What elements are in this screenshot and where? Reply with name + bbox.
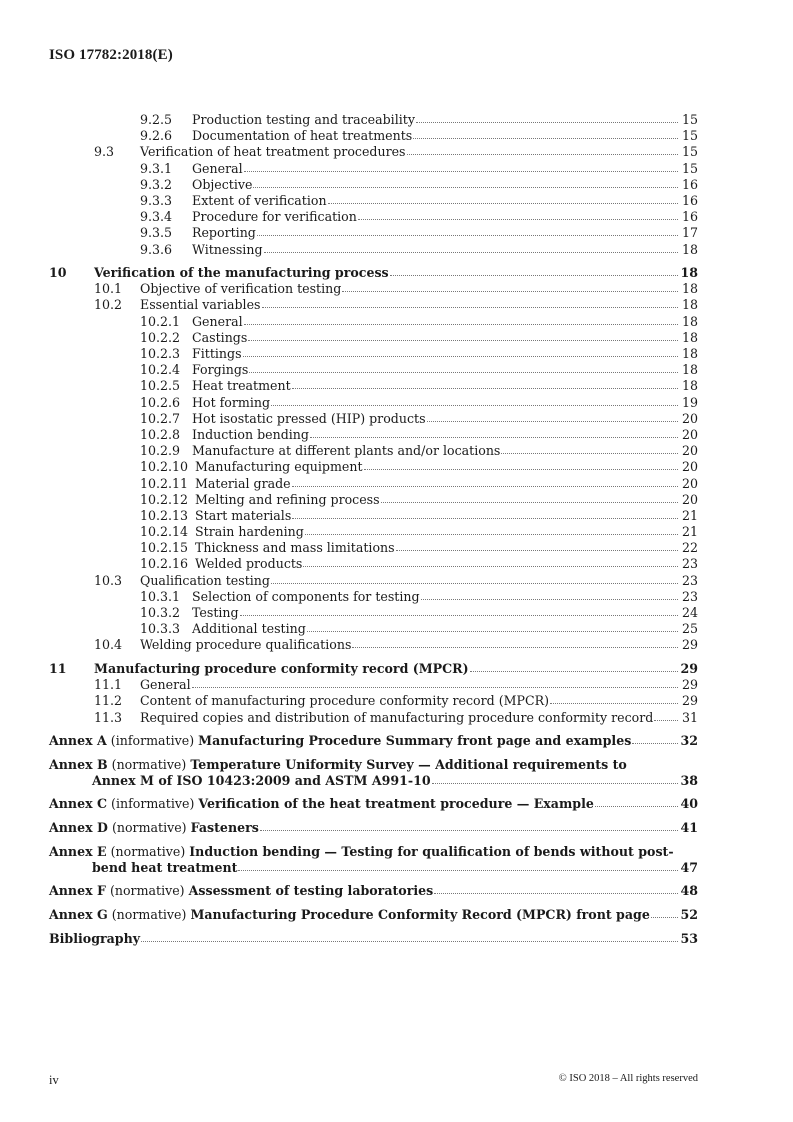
toc-entry-title: Qualification testing (140, 572, 270, 588)
annex-page: 52 (680, 906, 698, 922)
toc-entry-page: 29 (681, 637, 698, 653)
toc-entry-page: 16 (681, 192, 698, 208)
page-number: iv (49, 1073, 59, 1087)
standard-id: ISO 17782:2018(E) (49, 47, 173, 63)
toc-entry-title: Essential variables (140, 297, 261, 313)
toc-clause-title: Verification of the manufacturing process (94, 265, 389, 281)
toc-entry-title: Reporting (192, 225, 256, 241)
dot-leader (240, 604, 678, 616)
toc-entry-title: Documentation of heat treatments (192, 128, 413, 144)
annex-label: Annex A (49, 733, 107, 749)
toc-entry[interactable] (0, 314, 793, 330)
dot-leader (413, 127, 678, 139)
toc-entry[interactable] (0, 112, 793, 128)
dot-leader (432, 772, 678, 784)
toc-entry-page: 16 (681, 176, 698, 192)
toc-entry-number: 9.2.5 (140, 112, 173, 127)
annex-label: Annex C (49, 796, 108, 812)
toc-entry-title: General (140, 677, 191, 693)
dot-leader (501, 442, 678, 454)
toc-entry-number: 9.2.6 (140, 128, 173, 144)
annex-page: 41 (680, 820, 698, 836)
toc-annex-a[interactable] (0, 733, 793, 749)
toc-clause-page: 18 (680, 265, 698, 281)
toc-entry-title: Objective of verification testing (140, 281, 342, 297)
toc-entry-number: 10.2.2 (140, 329, 181, 345)
annex-page: 48 (680, 883, 698, 899)
toc-entry[interactable] (0, 330, 793, 346)
dot-leader (307, 620, 678, 632)
toc-entry[interactable] (0, 193, 793, 209)
annex-label: Annex E (49, 843, 107, 859)
toc-entry-page: 23 (681, 588, 698, 604)
annex-page: 47 (680, 859, 698, 875)
toc-entry-page: 19 (681, 394, 698, 410)
toc-entry-title: Content of manufacturing procedure conformity record (MPCR) (140, 693, 550, 709)
toc-entry-title: Manufacture at different plants and/or locations (192, 443, 501, 459)
toc-entry[interactable] (0, 540, 793, 556)
toc-entry-page: 18 (681, 281, 698, 297)
dot-leader (550, 692, 678, 704)
annex-kind: (informative) (111, 796, 195, 812)
toc-entry-page: 29 (681, 693, 698, 709)
dot-leader (358, 208, 678, 220)
toc-entry-page: 24 (681, 605, 698, 621)
toc-entry-title: Manufacturing equipment (195, 459, 363, 475)
dot-leader (238, 859, 678, 871)
table-of-contents (0, 112, 793, 947)
toc-entry-number: 9.3.6 (140, 241, 173, 257)
toc-entry-title: Thickness and mass limitations (195, 540, 395, 556)
toc-entry-title: Melting and refining process (195, 491, 380, 507)
dot-leader (434, 882, 678, 894)
toc-entry[interactable] (0, 524, 793, 540)
toc-entry-title: Hot isostatic pressed (HIP) products (192, 410, 426, 426)
dot-leader (262, 296, 679, 308)
toc-entry-number: 10.1 (94, 281, 123, 297)
toc-entry-page: 18 (681, 313, 698, 329)
dot-leader (248, 329, 678, 341)
dot-leader (364, 458, 678, 470)
toc-entry-page: 15 (681, 128, 698, 144)
annex-label: Annex B (49, 756, 108, 772)
toc-entry-number: 10.2.6 (140, 394, 181, 410)
dot-leader (396, 539, 678, 551)
toc-entry-title: Welded products (195, 556, 303, 572)
toc-entry-number: 10.2.3 (140, 346, 181, 362)
toc-entry-title: Castings (192, 329, 248, 345)
toc-entry[interactable] (0, 693, 793, 709)
toc-entry-page: 21 (681, 524, 698, 540)
annex-title-line2: Annex M of ISO 10423:2009 and ASTM A991-10 (92, 772, 431, 788)
toc-entry-page: 21 (681, 507, 698, 523)
annex-kind: (normative) (109, 883, 185, 899)
toc-entry-number: 10.2.4 (140, 362, 181, 378)
bibliography-title: Bibliography (49, 930, 141, 946)
dot-leader (427, 410, 678, 422)
toc-entry-number: 9.3.4 (140, 209, 173, 225)
toc-entry-number: 10.3.2 (140, 605, 181, 621)
toc-entry-number: 10.2.15 (140, 540, 189, 556)
toc-entry[interactable] (0, 556, 793, 572)
toc-entry[interactable] (0, 621, 793, 637)
annex-label: Annex G (49, 906, 108, 922)
toc-entry[interactable] (0, 225, 793, 241)
annex-page: 40 (680, 796, 698, 812)
toc-entry-number: 9.3.1 (140, 160, 173, 176)
dot-leader (264, 241, 678, 253)
toc-clause-page: 29 (680, 660, 698, 676)
toc-entry-page: 23 (681, 556, 698, 572)
toc-entry-number: 11.1 (94, 677, 123, 693)
toc-annex-d[interactable] (0, 820, 793, 836)
toc-entry-page: 18 (681, 297, 698, 313)
toc-entry[interactable] (0, 605, 793, 621)
annex-title-line2: bend heat treatment (92, 859, 238, 875)
dot-leader (260, 819, 678, 831)
toc-entry[interactable] (0, 427, 793, 443)
toc-annex-f[interactable] (0, 883, 793, 899)
toc-entry-page: 20 (681, 459, 698, 475)
dot-leader (352, 636, 678, 648)
toc-entry-page: 22 (681, 540, 698, 556)
dot-leader (244, 160, 678, 172)
toc-entry-title: Induction bending (192, 426, 309, 442)
toc-entry[interactable] (0, 573, 793, 589)
toc-entry-title: Hot forming (192, 394, 271, 410)
dot-leader (654, 709, 678, 721)
toc-entry-number: 10.2.7 (140, 410, 181, 426)
toc-entry-title: Heat treatment (192, 378, 291, 394)
annex-page: 38 (680, 772, 698, 788)
toc-entry-number: 10.2.5 (140, 378, 181, 394)
toc-entry-title: Material grade (195, 475, 291, 491)
toc-entry-number: 9.3.2 (140, 176, 173, 192)
toc-entry[interactable] (0, 177, 793, 193)
toc-entry[interactable] (0, 710, 793, 726)
annex-title: Fasteners (190, 820, 259, 836)
toc-entry-number: 10.2 (94, 297, 123, 313)
toc-entry-page: 17 (681, 225, 698, 241)
toc-entry[interactable] (0, 378, 793, 394)
toc-entry-title: Testing (192, 605, 239, 621)
annex-title: Manufacturing Procedure Conformity Record (MPCR) front page (190, 906, 650, 922)
dot-leader (416, 111, 678, 123)
toc-entry-title: Strain hardening (195, 524, 304, 540)
dot-leader (328, 192, 678, 204)
annex-label: Annex F (49, 883, 106, 899)
copyright-notice: © ISO 2018 – All rights reserved (558, 1073, 698, 1084)
dot-leader (141, 930, 678, 942)
toc-annex-b[interactable] (0, 757, 793, 789)
annex-page: 32 (680, 733, 698, 749)
toc-entry-number: 10.2.10 (140, 459, 189, 475)
toc-entry-number: 10.2.13 (140, 507, 189, 523)
dot-leader (470, 660, 678, 672)
toc-entry[interactable] (0, 395, 793, 411)
dot-leader (595, 795, 678, 807)
annex-title: Assessment of testing laboratories (188, 883, 434, 899)
toc-entry-page: 20 (681, 491, 698, 507)
toc-entry[interactable] (0, 128, 793, 144)
toc-annex-g[interactable] (0, 907, 793, 923)
dot-leader (305, 523, 678, 535)
toc-entry[interactable] (0, 677, 793, 693)
toc-entry-title: General (192, 313, 243, 329)
toc-entry-page: 20 (681, 426, 698, 442)
annex-title: Verification of the heat treatment procedure — Example (198, 796, 594, 812)
toc-entry-title: Procedure for verification (192, 209, 357, 225)
toc-entry-page: 18 (681, 362, 698, 378)
toc-entry-page: 18 (681, 241, 698, 257)
toc-entry-number: 10.2.12 (140, 491, 189, 507)
toc-entry[interactable] (0, 476, 793, 492)
dot-leader (244, 313, 678, 325)
toc-entry[interactable] (0, 443, 793, 459)
toc-entry-title: Selection of components for testing (192, 588, 420, 604)
dot-leader (342, 280, 678, 292)
dot-leader (381, 491, 678, 503)
toc-entry-number: 10.2.14 (140, 524, 189, 540)
toc-entry-number: 10.2.1 (140, 313, 181, 329)
toc-entry-page: 20 (681, 443, 698, 459)
toc-entry-number: 10.2.9 (140, 443, 181, 459)
toc-entry-number: 10.3 (94, 572, 123, 588)
annex-title: Manufacturing Procedure Summary front page and examples (198, 733, 632, 749)
toc-entry-number: 10.2.8 (140, 426, 181, 442)
toc-entry-title: Verification of heat treatment procedures (140, 144, 406, 160)
toc-entry-number: 11.3 (94, 709, 123, 725)
toc-entry-page: 15 (681, 144, 698, 160)
toc-entry-page: 18 (681, 378, 698, 394)
toc-entry-number: 11.2 (94, 693, 123, 709)
toc-entry-page: 20 (681, 410, 698, 426)
toc-entry-page: 29 (681, 677, 698, 693)
toc-entry-number: 10.2.16 (140, 556, 189, 572)
dot-leader (243, 345, 678, 357)
toc-entry[interactable] (0, 589, 793, 605)
toc-entry[interactable] (0, 346, 793, 362)
toc-entry[interactable] (0, 242, 793, 258)
toc-entry[interactable] (0, 161, 793, 177)
toc-entry-number: 9.3.3 (140, 192, 173, 208)
toc-entry-title: Extent of verification (192, 192, 327, 208)
annex-kind: (informative) (110, 733, 195, 749)
dot-leader (632, 732, 678, 744)
toc-entry[interactable] (0, 362, 793, 378)
toc-entry-page: 18 (681, 329, 698, 345)
dot-leader (651, 906, 678, 918)
toc-entry-page: 15 (681, 112, 698, 127)
dot-leader (303, 555, 678, 567)
toc-entry-number: 10.2.11 (140, 475, 189, 491)
toc-entry[interactable] (0, 492, 793, 508)
annex-kind: (normative) (111, 756, 187, 772)
dot-leader (257, 224, 678, 236)
annex-kind: (normative) (110, 843, 186, 859)
dot-leader (249, 361, 678, 373)
toc-entry[interactable] (0, 297, 793, 313)
toc-clause-title: Manufacturing procedure conformity record (MPCR) (94, 660, 469, 676)
toc-entry-page: 31 (681, 709, 698, 725)
dot-leader (292, 507, 678, 519)
toc-entry[interactable] (0, 637, 793, 653)
bibliography-page: 53 (680, 930, 698, 946)
toc-entry-title: General (192, 160, 243, 176)
dot-leader (253, 176, 678, 188)
dot-leader (292, 377, 678, 389)
toc-entry-number: 10.4 (94, 637, 123, 653)
toc-entry-page: 23 (681, 572, 698, 588)
annex-title-line1: Induction bending — Testing for qualification of bends without post- (189, 843, 674, 859)
toc-bibliography[interactable] (0, 931, 793, 947)
toc-entry-title: Additional testing (192, 621, 306, 637)
dot-leader (390, 264, 678, 276)
toc-entry-page: 18 (681, 346, 698, 362)
toc-clause-number: 10 (49, 265, 67, 281)
toc-entry-number: 9.3.5 (140, 225, 173, 241)
toc-entry-page: 16 (681, 209, 698, 225)
toc-entry-title: Objective (192, 176, 253, 192)
toc-entry-number: 9.3 (94, 144, 115, 160)
dot-leader (407, 143, 678, 155)
toc-entry-title: Witnessing (192, 241, 263, 257)
toc-clause-number: 11 (49, 660, 67, 676)
toc-entry-page: 25 (681, 621, 698, 637)
toc-entry-number: 10.3.1 (140, 588, 181, 604)
toc-entry-number: 10.3.3 (140, 621, 181, 637)
toc-entry-page: 20 (681, 475, 698, 491)
dot-leader (310, 426, 678, 438)
dot-leader (292, 475, 678, 487)
dot-leader (192, 676, 678, 688)
dot-leader (421, 588, 678, 600)
toc-entry-page: 15 (681, 160, 698, 176)
toc-entry[interactable] (0, 209, 793, 225)
toc-entry[interactable] (0, 281, 793, 297)
toc-clause[interactable] (0, 661, 793, 677)
toc-entry-title: Start materials (195, 507, 292, 523)
toc-entry-title: Forgings (192, 362, 249, 378)
toc-entry[interactable] (0, 144, 793, 160)
toc-entry-title: Fittings (192, 346, 242, 362)
toc-entry-title: Required copies and distribution of manufacturing procedure conformity record (140, 709, 654, 725)
dot-leader (271, 394, 678, 406)
toc-entry[interactable] (0, 508, 793, 524)
toc-entry[interactable] (0, 411, 793, 427)
annex-kind: (normative) (111, 906, 187, 922)
toc-annex-c[interactable] (0, 796, 793, 812)
toc-entry[interactable] (0, 459, 793, 475)
annex-title-line1: Temperature Uniformity Survey — Additional requirements to (190, 756, 627, 772)
toc-annex-e[interactable] (0, 844, 793, 876)
toc-entry-title: Production testing and traceability (192, 112, 415, 127)
toc-entry-title: Welding procedure qualifications (140, 637, 352, 653)
annex-label: Annex D (49, 820, 108, 836)
annex-kind: (normative) (111, 820, 187, 836)
dot-leader (271, 572, 678, 584)
toc-clause[interactable] (0, 265, 793, 281)
